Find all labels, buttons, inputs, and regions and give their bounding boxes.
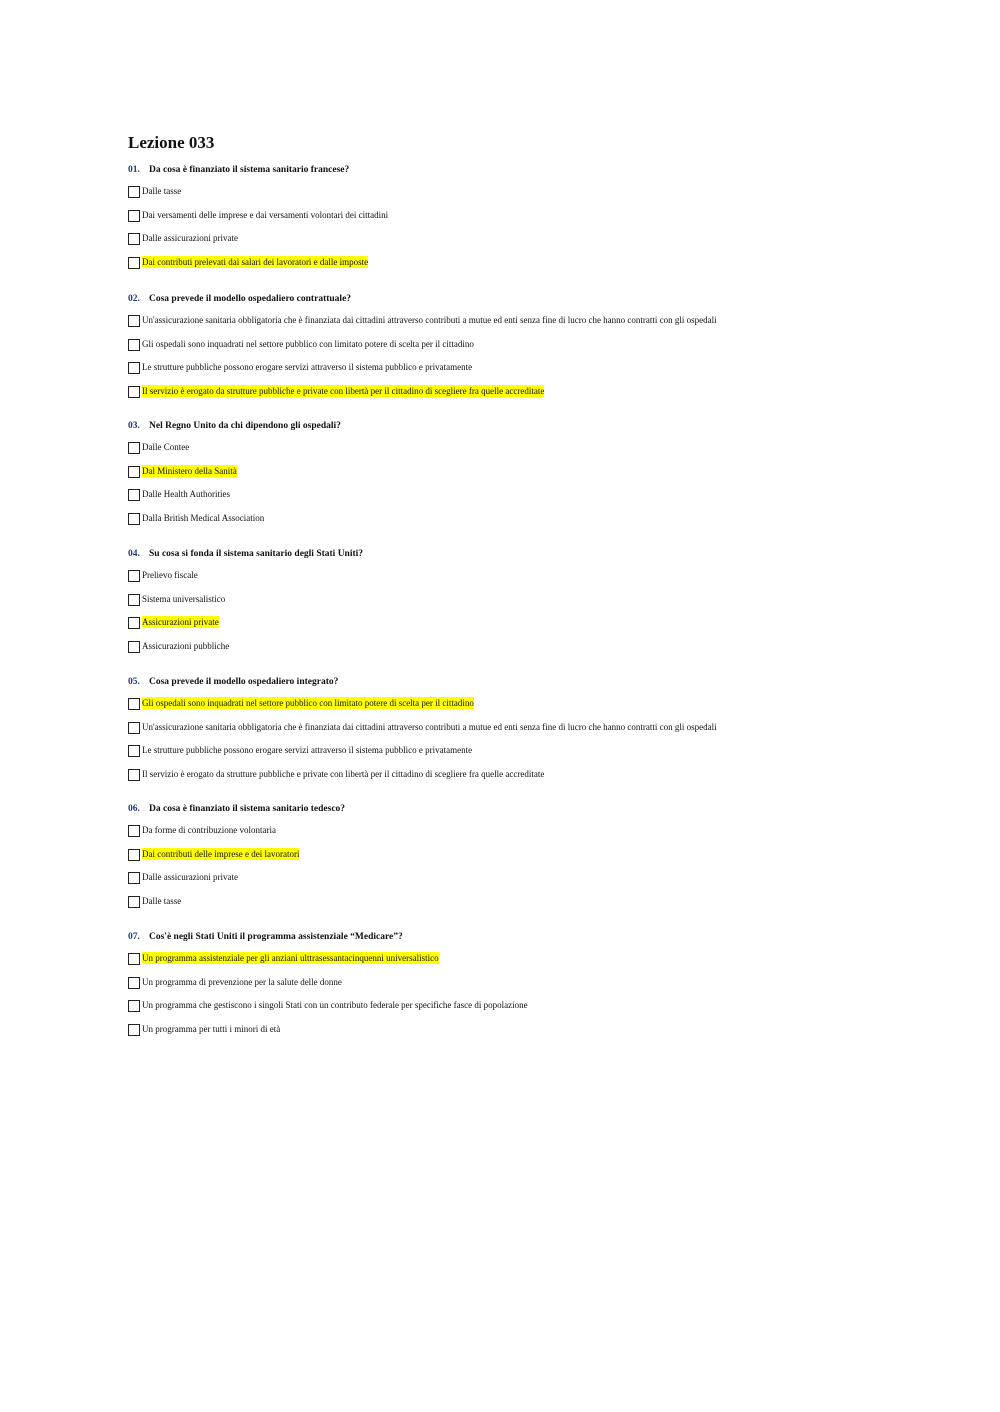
answer-text: Dalle tasse bbox=[142, 186, 182, 196]
answer-checkbox[interactable] bbox=[128, 641, 140, 653]
question-block bbox=[128, 802, 928, 917]
question-text: Su cosa si fonda il sistema sanitario degli Stati Uniti? bbox=[149, 549, 364, 559]
answer-text: Prelievo fiscale bbox=[142, 570, 198, 580]
answer-option[interactable] bbox=[128, 464, 928, 488]
question-header bbox=[128, 292, 928, 306]
answer-option[interactable] bbox=[128, 696, 928, 720]
question-block bbox=[128, 547, 928, 662]
answer-text-highlighted: Dal Ministero della Sanità bbox=[142, 465, 237, 476]
answer-checkbox[interactable] bbox=[128, 769, 140, 781]
answer-checkbox[interactable] bbox=[128, 233, 140, 245]
answer-text: Il servizio è erogato da strutture pubbliche e private con libertà per il cittadino di scegliere fra quelle accreditate bbox=[142, 768, 545, 779]
answer-text-highlighted: Il servizio è erogato da strutture pubbliche e private con libertà per il cittadino di scegliere fra quelle accreditate bbox=[142, 385, 545, 396]
answer-text-highlighted: Assicurazioni private bbox=[142, 617, 219, 627]
answer-option[interactable] bbox=[128, 1022, 928, 1046]
answer-text: Gli ospedali sono inquadrati nel settore pubblico con limitato potere di scelta per il cittadino bbox=[142, 338, 474, 349]
question-block bbox=[128, 930, 928, 1045]
answer-option[interactable] bbox=[128, 975, 928, 999]
question-header bbox=[128, 547, 928, 561]
answer-checkbox[interactable] bbox=[128, 210, 140, 222]
question-number: 06. bbox=[128, 804, 140, 814]
answer-text-highlighted: Un programma assistenziale per gli anziani ulttrasessantacinquenni universalistico bbox=[142, 953, 439, 963]
answer-text: Sistema universalistico bbox=[142, 593, 226, 604]
question-header bbox=[128, 419, 928, 433]
answer-checkbox[interactable] bbox=[128, 257, 140, 269]
answer-checkbox[interactable] bbox=[128, 594, 140, 606]
answer-text: Dalle assicurazioni private bbox=[142, 233, 238, 243]
answer-text: Da forme di contribuzione volontaria bbox=[142, 825, 276, 835]
answer-text: Dalla British Medical Association bbox=[142, 512, 265, 523]
answer-text: Le strutture pubbliche possono erogare servizi attraverso il sistema pubblico e privatamente bbox=[142, 362, 473, 372]
answer-text: Dai versamenti delle imprese e dai versamenti volontari dei cittadini bbox=[142, 209, 389, 220]
answer-option[interactable] bbox=[128, 894, 928, 918]
answer-checkbox[interactable] bbox=[128, 513, 140, 525]
answer-option[interactable] bbox=[128, 568, 928, 592]
question-header bbox=[128, 675, 928, 689]
question-number: 07. bbox=[128, 932, 140, 942]
question-text: Cosa prevede il modello ospedaliero integrato? bbox=[149, 677, 339, 687]
answer-option[interactable] bbox=[128, 184, 928, 208]
answer-checkbox[interactable] bbox=[128, 872, 140, 884]
answer-option[interactable] bbox=[128, 231, 928, 255]
question-header bbox=[128, 163, 928, 177]
answer-checkbox[interactable] bbox=[128, 186, 140, 198]
answer-option[interactable] bbox=[128, 847, 928, 871]
answer-text: Dalle tasse bbox=[142, 895, 182, 906]
answer-option[interactable] bbox=[128, 255, 928, 279]
answer-option[interactable] bbox=[128, 998, 928, 1022]
answer-option[interactable] bbox=[128, 767, 928, 791]
question-block bbox=[128, 292, 928, 407]
question-header bbox=[128, 802, 928, 816]
answer-checkbox[interactable] bbox=[128, 570, 140, 582]
answer-option[interactable] bbox=[128, 639, 928, 663]
answer-checkbox[interactable] bbox=[128, 386, 140, 398]
answer-option[interactable] bbox=[128, 743, 928, 767]
answer-option[interactable] bbox=[128, 337, 928, 361]
answer-option[interactable] bbox=[128, 487, 928, 511]
answer-checkbox[interactable] bbox=[128, 849, 140, 861]
question-header bbox=[128, 930, 928, 944]
answer-text: Un programma di prevenzione per la salute delle donne bbox=[142, 976, 342, 987]
question-block bbox=[128, 419, 928, 534]
answer-checkbox[interactable] bbox=[128, 745, 140, 757]
answer-option[interactable] bbox=[128, 208, 928, 232]
answer-checkbox[interactable] bbox=[128, 722, 140, 734]
answer-checkbox[interactable] bbox=[128, 362, 140, 374]
answer-checkbox[interactable] bbox=[128, 825, 140, 837]
question-number: 02. bbox=[128, 294, 140, 304]
answer-checkbox[interactable] bbox=[128, 1000, 140, 1012]
answer-option[interactable] bbox=[128, 951, 928, 975]
answer-text: Un programma per tutti i minori di età bbox=[142, 1023, 281, 1034]
question-block bbox=[128, 675, 928, 790]
answer-option[interactable] bbox=[128, 440, 928, 464]
answer-text: Un'assicurazione sanitaria obbligatoria che è finanziata dai cittadini attraverso contributi a mutue ed enti senza fine di lucro che hanno contratti con gli ospedali bbox=[142, 721, 717, 732]
answer-option[interactable] bbox=[128, 720, 928, 744]
answer-checkbox[interactable] bbox=[128, 442, 140, 454]
lesson-title: Lezione 033 bbox=[128, 133, 215, 152]
question-number: 03. bbox=[128, 421, 140, 431]
answer-option[interactable] bbox=[128, 870, 928, 894]
answer-option[interactable] bbox=[128, 360, 928, 384]
answer-text: Un'assicurazione sanitaria obbligatoria che è finanziata dai cittadini attraverso contributi a mutue ed enti senza fine di lucro che hanno contratti con gli ospedali bbox=[142, 315, 717, 325]
answer-option[interactable] bbox=[128, 823, 928, 847]
answer-checkbox[interactable] bbox=[128, 466, 140, 478]
answer-checkbox[interactable] bbox=[128, 977, 140, 989]
answer-text: Un programma che gestiscono i singoli Stati con un contributo federale per specifiche fasce di popolazione bbox=[142, 1000, 528, 1010]
answer-checkbox[interactable] bbox=[128, 489, 140, 501]
answer-option[interactable] bbox=[128, 313, 928, 337]
answer-option[interactable] bbox=[128, 384, 928, 408]
answer-checkbox[interactable] bbox=[128, 698, 140, 710]
question-text: Nel Regno Unito da chi dipendono gli ospedali? bbox=[149, 421, 341, 431]
answer-text-highlighted: Dai contributi delle imprese e dei lavoratori bbox=[142, 848, 300, 859]
answer-checkbox[interactable] bbox=[128, 617, 140, 629]
answer-checkbox[interactable] bbox=[128, 339, 140, 351]
question-text: Cosa prevede il modello ospedaliero contrattuale? bbox=[149, 294, 352, 304]
answer-option[interactable] bbox=[128, 511, 928, 535]
answer-checkbox[interactable] bbox=[128, 953, 140, 965]
answer-checkbox[interactable] bbox=[128, 1024, 140, 1036]
answer-text: Le strutture pubbliche possono erogare servizi attraverso il sistema pubblico e privatamente bbox=[142, 745, 473, 755]
answer-text: Dalle assicurazioni private bbox=[142, 872, 238, 882]
question-text: Da cosa è finanziato il sistema sanitario francese? bbox=[149, 165, 350, 175]
question-number: 04. bbox=[128, 549, 140, 559]
answer-text: Dalle Health Authorities bbox=[142, 489, 230, 499]
question-text: Da cosa è finanziato il sistema sanitario tedesco? bbox=[149, 804, 346, 814]
answer-text-highlighted: Gli ospedali sono inquadrati nel settore pubblico con limitato potere di scelta per il cittadino bbox=[142, 698, 474, 708]
question-number: 01. bbox=[128, 165, 140, 175]
answer-option[interactable] bbox=[128, 592, 928, 616]
answer-text-highlighted: Dai contributi prelevati dai salari dei lavoratori e dalle imposte bbox=[142, 256, 369, 267]
question-number: 05. bbox=[128, 677, 140, 687]
answer-checkbox[interactable] bbox=[128, 315, 140, 327]
answer-checkbox[interactable] bbox=[128, 896, 140, 908]
question-block bbox=[128, 163, 928, 278]
answer-text: Dalle Contee bbox=[142, 442, 190, 452]
question-text: Cos'è negli Stati Uniti il programma assistenziale “Medicare”? bbox=[149, 932, 403, 942]
answer-option[interactable] bbox=[128, 615, 928, 639]
answer-text: Assicurazioni pubbliche bbox=[142, 640, 230, 651]
